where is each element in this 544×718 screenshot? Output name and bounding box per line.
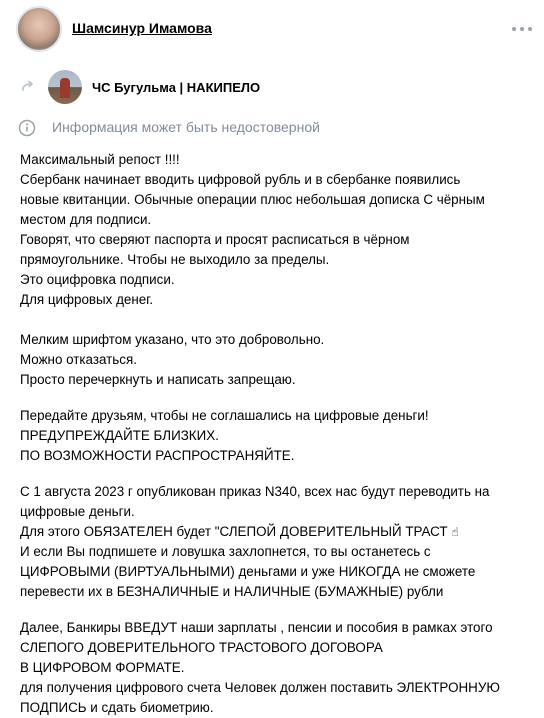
repost-source (16, 70, 516, 106)
post-line: И если Вы подпишете и ловушка захлопнется, то вы останетесь с (20, 544, 431, 559)
post-line: Сбербанк начинает вводить цифровой рубль и в сбербанке появились (20, 172, 461, 187)
post-line: Можно отказаться. (20, 352, 137, 367)
group-avatar[interactable] (48, 70, 82, 104)
post-line: ПОДПИСЬ и сдать биометрию. (20, 700, 214, 715)
post-line: ПО ВОЗМОЖНОСТИ РАСПРОСТРАНЯЙТЕ. (20, 448, 295, 463)
post-line: цифровые деньги. (20, 504, 135, 519)
group-name-link[interactable]: ЧС Бугульма | НАКИПЕЛО (92, 80, 261, 95)
blank-line (20, 310, 530, 330)
post-paragraph (20, 482, 530, 602)
post-line: СЛЕПОГО ДОВЕРИТЕЛЬНОГО ТРАСТОВОГО ДОГОВОРА (20, 640, 383, 655)
repost-arrow-icon (20, 80, 36, 96)
post-line: перевести их в БЕЗНАЛИЧНЫЕ и НАЛИЧНЫЕ (БУМАЖНЫЕ) рубли (20, 584, 444, 599)
post-line: Передайте друзьям, чтобы не соглашались на цифровые деньги! (20, 408, 429, 423)
author-name-link[interactable]: Шамсинур Имамова (72, 20, 212, 36)
post-line: Далее, Банкиры ВВЕДУТ наши зарплаты , пенсии и пособия в рамках этого (20, 620, 493, 635)
info-warning (18, 118, 518, 140)
post-line: Мелким шрифтом указано, что это добровольно. (20, 332, 325, 347)
post-line: новые квитанции. Обычные операции плюс небольшая дописка С чёрным (20, 192, 485, 207)
post-line: ЦИФРОВЫМИ (ВИРТУАЛЬНЫМИ) деньгами и уже НИКОГДА не сможете (20, 564, 476, 579)
post-paragraph (20, 150, 530, 390)
post-header (16, 6, 532, 52)
more-options-icon[interactable] (512, 22, 532, 36)
post-line: Максимальный репост !!!! (20, 152, 180, 167)
post-paragraph (20, 406, 530, 466)
post-line: прямоугольнике. Чтобы не выходило за пределы. (20, 252, 330, 267)
post-line: В ЦИФРОВОМ ФОРМАТЕ. (20, 660, 185, 675)
post-line: Просто перечеркнуть и написать запрещаю. (20, 372, 296, 387)
post-line: Это оцифровка подписи. (20, 272, 175, 287)
post-line: Для цифровых денег. (20, 292, 154, 307)
post-line: С 1 августа 2023 г опубликован приказ N340, всех нас будут переводить на (20, 484, 490, 499)
post-line: для получения цифрового счета Человек должен поставить ЭЛЕКТРОННУЮ (20, 680, 500, 695)
post-text (20, 150, 530, 718)
post-line: местом для подписи. (20, 212, 152, 227)
pointing-hand-icon: ☝ (451, 525, 459, 539)
post-line: Говорят, что сверяют паспорта и просят расписаться в чёрном (20, 232, 410, 247)
info-icon (18, 119, 36, 137)
author-avatar[interactable] (16, 6, 62, 52)
post-line: Для этого ОБЯЗАТЕЛЕН будет "СЛЕПОЙ ДОВЕРИТЕЛЬНЫЙ ТРАСТ ☝ (20, 522, 530, 542)
post-line: ПРЕДУПРЕЖДАЙТЕ БЛИЗКИХ. (20, 428, 219, 443)
warning-text: Информация может быть недостоверной (52, 119, 320, 135)
post-paragraph (20, 618, 530, 718)
